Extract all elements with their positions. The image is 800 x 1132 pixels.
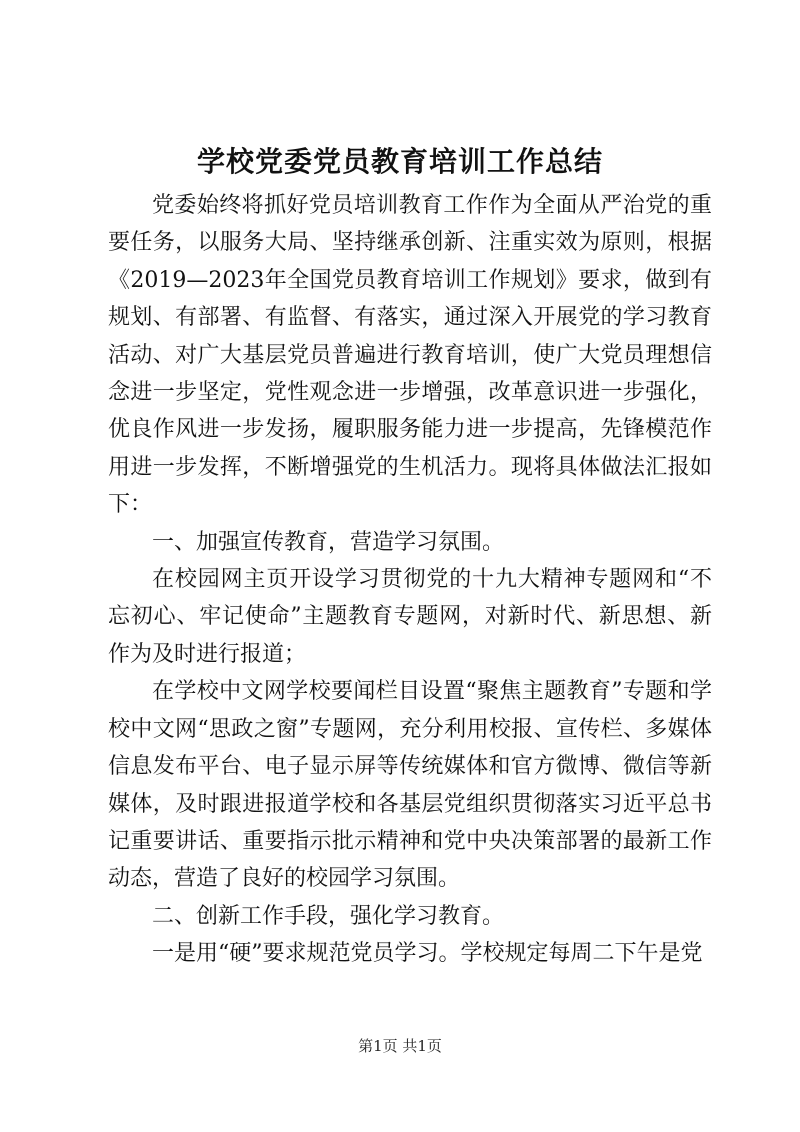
section-heading-1: 一、加强宣传教育，营造学习氛围。 xyxy=(152,529,505,555)
page-footer: 第1页 共1页 xyxy=(358,1037,442,1055)
paragraph-website-topics: 在校园网主页开设学习贯彻党的十九大精神专题网和“不忘初心、牢记使命”主题教育专题网，对新时代、新思想、新作为及时进行报道； xyxy=(108,567,712,667)
document-title: 学校党委党员教育培训工作总结 xyxy=(196,145,603,178)
paragraph-study-requirements: 一是用“硬”要求规范党员学习。学校规定每周二下午是党 xyxy=(152,941,703,967)
document-body xyxy=(108,187,712,973)
intro-paragraph: 党委始终将抓好党员培训教育工作作为全面从严治党的重要任务，以服务大局、坚持继承创新、注重实效为原则，根据《2019—2023年全国党员教育培训工作规划》要求，做到有规划、有部署、有监督、有落实，通过深入开展党的学习教育活动、对广大基层党员普遍进行教育培训，使广大党员理想信念进一步坚定，党性观念进一步增强，改革意识进一步强化，优良作风进一步发扬，履职服务能力进一步提高，先锋模范作用进一步发挥，不断增强党的生机活力。现将具体做法汇报如下： xyxy=(108,193,712,518)
paragraph-media-coverage: 在学校中文网学校要闻栏目设置“聚焦主题教育”专题和学校中文网“思政之窗”专题网，充分利用校报、宣传栏、多媒体信息发布平台、电子显示屏等传统媒体和官方微博、微信等新媒体，及时跟进报道学校和各基层党组织贯彻落实习近平总书记重要讲话、重要指示批示精神和党中央决策部署的最新工作动态，营造了良好的校园学习氛围。 xyxy=(108,679,712,892)
section-heading-2: 二、创新工作手段，强化学习教育。 xyxy=(152,903,505,929)
